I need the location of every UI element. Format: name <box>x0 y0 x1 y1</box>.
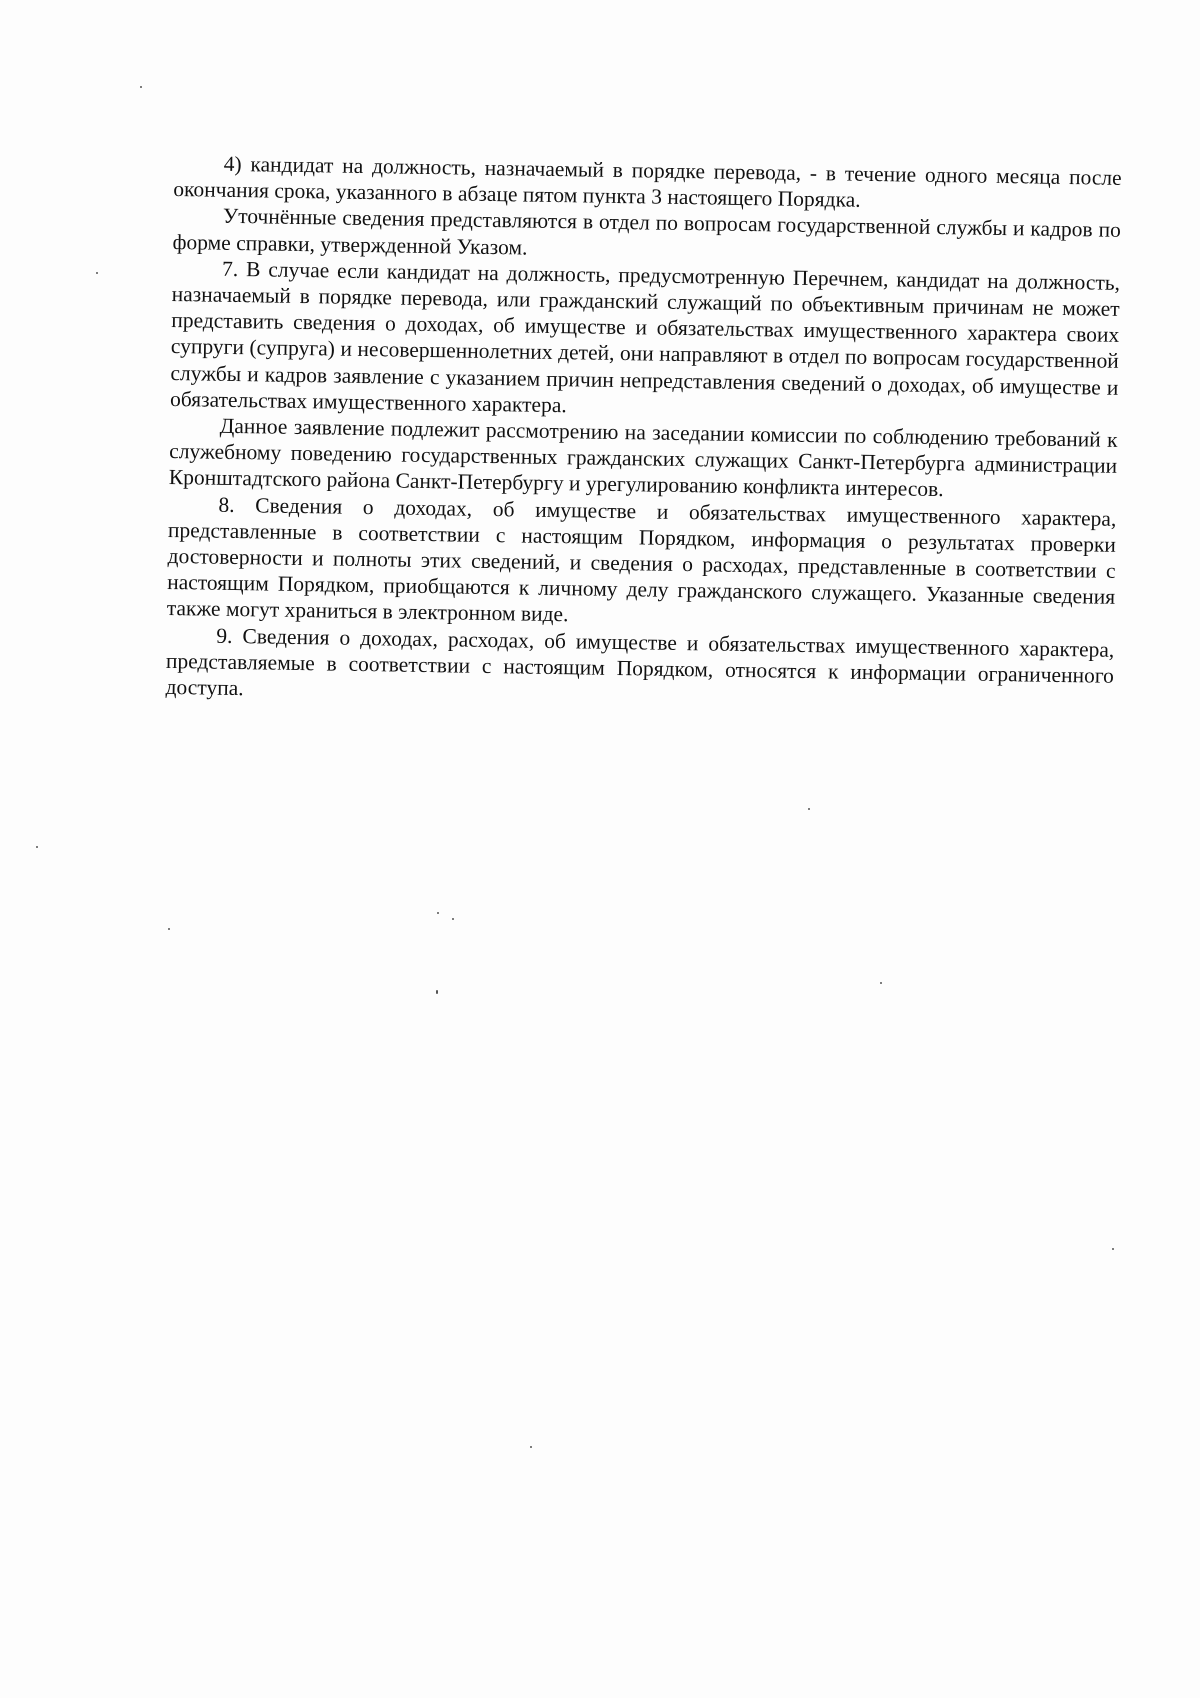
paragraph-clause-9: 9. Сведения о доходах, расходах, об имуществе и обязательствах имущественного характера, представляемые в соответствии с настоящим Порядком, относятся к информации ограниченного доступа. <box>165 623 1115 701</box>
paragraph-item-4: 4) кандидат на должность, назначаемый в порядке перевода, - в течение одного месяца после окончания срока, указанного в абзаце пятом пункта 3 настоящего Порядка. <box>173 151 1122 212</box>
paragraph-clause-7: 7. В случае если кандидат на должность, предусмотренную Перечнем, кандидат на должность, назначаемый в порядке перевода, или гражданский служащий по объективным причинам не может представить сведения о доходах, об имуществе и обязательствах имущественного характера своих супруги (супруга) и несовершеннолетних детей, они направляют в отдел по вопросам государственной службы и кадров заявление с указанием причин непредставления сведений о доходах, об имуществе и обязательствах имущественного характера. <box>169 256 1121 418</box>
scan-speck <box>36 846 38 848</box>
scan-speck <box>1112 1248 1114 1250</box>
scan-speck <box>880 982 882 984</box>
scan-speck <box>96 272 98 274</box>
scan-speck <box>437 912 439 914</box>
scan-speck <box>808 808 810 810</box>
scan-speck <box>168 928 170 930</box>
paragraph-commission: Данное заявление подлежит рассмотрению на заседании комиссии по соблюдению требований к служебному поведению государственных гражданских служащих Санкт-Петербурга администрации Кронштадтского района Санкт-Петербургу и урегулированию конфликта интересов. <box>168 413 1118 502</box>
paragraph-clause-8: 8. Сведения о доходах, об имуществе и обязательствах имущественного характера, представленные в соответствии с настоящим Порядком, информация о результатах проверки достоверности и полноты этих сведений, и сведения о расходах, представленные в соответствии с настоящим Порядком, приобщаются к личному делу гражданского служащего. Указанные сведения также могут храниться в электронном виде. <box>166 492 1117 627</box>
scan-speck <box>140 86 142 88</box>
paragraph-refined-info: Уточнённые сведения представляются в отдел по вопросам государственной службы и кадров по форме справки, утвержденной Указом. <box>172 204 1122 260</box>
scan-speck <box>452 918 454 920</box>
scan-speck <box>436 990 438 994</box>
scan-speck <box>530 1446 532 1448</box>
document-body <box>165 150 1122 715</box>
